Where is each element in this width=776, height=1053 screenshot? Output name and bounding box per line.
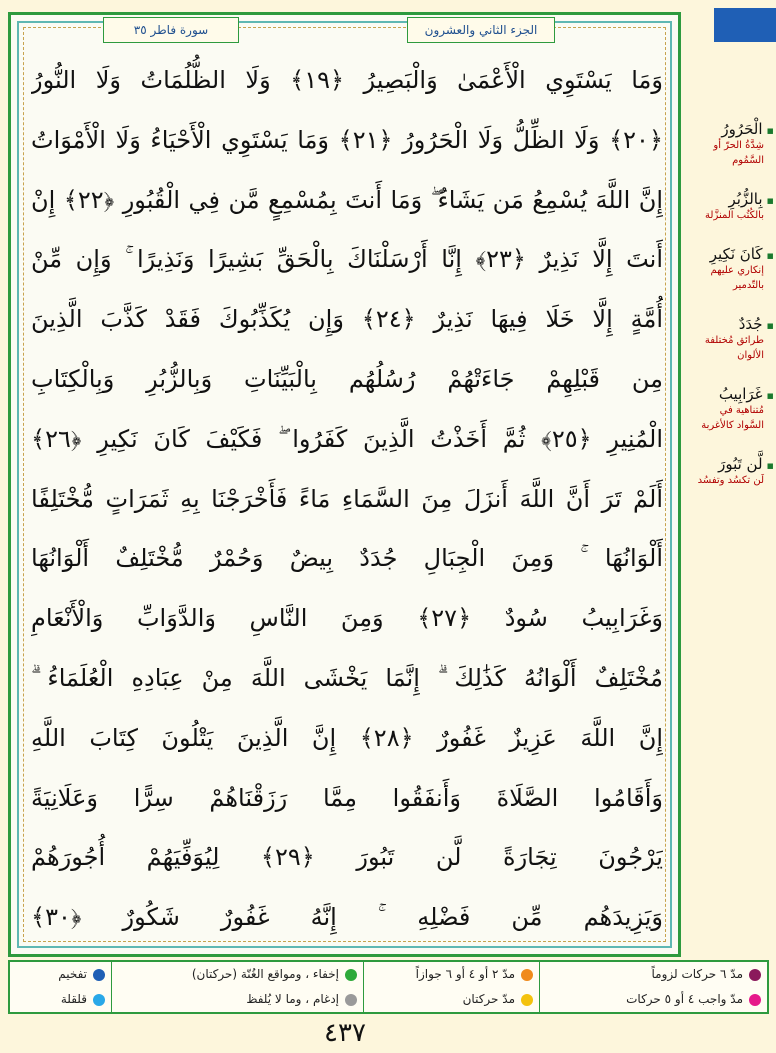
legend-column <box>539 962 767 1012</box>
legend-dot <box>93 969 105 981</box>
text-line: أَلْوَانُهَا ۚ وَمِنَ الْجِبَالِ جُدَدٌ بِيضٌ وَحُمْرٌ مُّخْتَلِفٌ أَلْوَانُهَا <box>31 544 663 573</box>
legend-label: إخفاء ، ومواقع الغُنّة (حركتان) <box>191 967 339 981</box>
text-line: إِنَّ اللَّهَ عَزِيزٌ غَفُورٌ ﴿٢٨﴾ إِنَّ الَّذِينَ يَتْلُونَ كِتَابَ اللَّهِ <box>31 723 663 752</box>
legend-label: إدغام ، وما لا يُلفظ <box>246 992 339 1006</box>
legend-item <box>10 962 111 987</box>
juz-label: الجزء الثاني والعشرون <box>407 17 555 43</box>
glossary-sidebar <box>690 120 774 510</box>
page-frame <box>8 12 681 957</box>
legend-column <box>111 962 363 1012</box>
glossary-meaning: إنكاري عليهم بالتّدمير <box>710 265 764 291</box>
glossary-word: ▪ الْحَرُورُ <box>690 120 774 138</box>
quran-text <box>31 51 663 949</box>
text-line: وَغَرَابِيبُ سُودٌ ﴿٢٧﴾ وَمِنَ النَّاسِ وَالدَّوَابِّ وَالْأَنْعَامِ <box>31 604 663 633</box>
text-line: يَرْجُونَ تِجَارَةً لَّن تَبُورَ ﴿٢٩﴾ لِيُوَفِّيَهُمْ أُجُورَهُمْ <box>31 843 663 872</box>
legend-dot <box>749 969 761 981</box>
legend-item <box>540 962 767 987</box>
tajweed-legend <box>8 960 769 1014</box>
legend-label: مدّ حركتان <box>462 992 515 1006</box>
glossary-meaning: بالكُتُب المنزَّلة <box>705 210 764 221</box>
legend-dot <box>521 969 533 981</box>
glossary-meaning: طرائق مُختلفة الألوان <box>704 335 764 361</box>
text-line: ﴿٢٠﴾ وَلَا الظِّلُّ وَلَا الْحَرُورُ ﴿٢١﴾ وَمَا يَسْتَوِي الْأَحْيَاءُ وَلَا الْأَمْوَاتُ <box>31 125 663 154</box>
legend-dot <box>521 994 533 1006</box>
text-line: وَيَزِيدَهُم مِّن فَضْلِهِ ۚ إِنَّهُ غَفُورٌ شَكُورٌ ﴿٣٠﴾ <box>31 903 663 932</box>
legend-item <box>540 987 767 1012</box>
glossary-item <box>690 385 774 433</box>
glossary-word: ▪ جُدَدٌ <box>690 315 774 333</box>
glossary-item <box>690 190 774 223</box>
legend-label: تفخيم <box>58 967 87 981</box>
glossary-item <box>690 455 774 488</box>
surah-label: سورة فاطر ٣٥ <box>103 17 239 43</box>
glossary-item <box>690 120 774 168</box>
glossary-meaning: شِدَّةُ الحرّ أو السَّمُوم <box>713 140 764 166</box>
page-edge-marker <box>714 8 776 42</box>
glossary-word: ▪ غَرَابِيبُ <box>690 385 774 403</box>
legend-item <box>364 987 539 1012</box>
glossary-word: ▪ لَّن تَبُورَ <box>690 455 774 473</box>
text-line: الْمُنِيرِ ﴿٢٥﴾ ثُمَّ أَخَذْتُ الَّذِينَ كَفَرُوا ۖ فَكَيْفَ كَانَ نَكِيرِ ﴿٢٦﴾ <box>31 424 663 453</box>
glossary-word: ▪ كَانَ نَكِيرِ <box>690 245 774 263</box>
glossary-item <box>690 245 774 293</box>
legend-dot <box>345 969 357 981</box>
text-line: أَنتَ إِلَّا نَذِيرٌ ﴿٢٣﴾ إِنَّا أَرْسَلْنَاكَ بِالْحَقِّ بَشِيرًا وَنَذِيرًا ۚ وَإِن مِّنْ <box>31 245 663 274</box>
legend-label: مدّ واجب ٤ أو ٥ حركات <box>626 992 743 1006</box>
text-line: أُمَّةٍ إِلَّا خَلَا فِيهَا نَذِيرٌ ﴿٢٤﴾ وَإِن يُكَذِّبُوكَ فَقَدْ كَذَّبَ الَّذِينَ <box>31 305 663 334</box>
text-line: أَلَمْ تَرَ أَنَّ اللَّهَ أَنزَلَ مِنَ السَّمَاءِ مَاءً فَأَخْرَجْنَا بِهِ ثَمَرَاتٍ مُّخْتَلِفًا <box>31 484 663 513</box>
legend-item <box>10 987 111 1012</box>
legend-label: مدّ ٢ أو ٤ أو ٦ جوازاً <box>415 967 515 981</box>
legend-item <box>112 962 363 987</box>
glossary-meaning: لَن تكسُد وتفسُد <box>697 475 764 486</box>
legend-item <box>112 987 363 1012</box>
glossary-meaning: مُتناهية في السَّواد كالأغربة <box>701 405 764 431</box>
legend-label: قلقلة <box>60 992 87 1006</box>
glossary-item <box>690 315 774 363</box>
text-line: وَأَقَامُوا الصَّلَاةَ وَأَنفَقُوا مِمَّا رَزَقْنَاهُمْ سِرًّا وَعَلَانِيَةً <box>31 783 663 812</box>
glossary-word: ▪ بِالزُّبُرِ <box>690 190 774 208</box>
legend-column <box>10 962 111 1012</box>
legend-dot <box>345 994 357 1006</box>
text-line: وَمَا يَسْتَوِي الْأَعْمَىٰ وَالْبَصِيرُ ﴿١٩﴾ وَلَا الظُّلُمَاتُ وَلَا النُّورُ <box>31 66 663 94</box>
page-number: ٤٣٧ <box>324 1018 366 1048</box>
legend-dot <box>749 994 761 1006</box>
legend-column <box>363 962 539 1012</box>
legend-item <box>364 962 539 987</box>
text-line: مُخْتَلِفٌ أَلْوَانُهُ كَذَٰلِكَ ۗ إِنَّمَا يَخْشَى اللَّهَ مِنْ عِبَادِهِ الْعُلَمَاءُ ۗ <box>31 663 663 692</box>
text-line: إِنَّ اللَّهَ يُسْمِعُ مَن يَشَاءُ ۖ وَمَا أَنتَ بِمُسْمِعٍ مَّن فِي الْقُبُورِ ﴿٢٢﴾ إِنْ <box>31 185 663 214</box>
legend-label: مدّ ٦ حركات لزوماً <box>651 967 743 981</box>
legend-dot <box>93 994 105 1006</box>
text-line: مِن قَبْلِهِمْ جَاءَتْهُمْ رُسُلُهُم بِالْبَيِّنَاتِ وَبِالزُّبُرِ وَبِالْكِتَابِ <box>31 364 663 393</box>
